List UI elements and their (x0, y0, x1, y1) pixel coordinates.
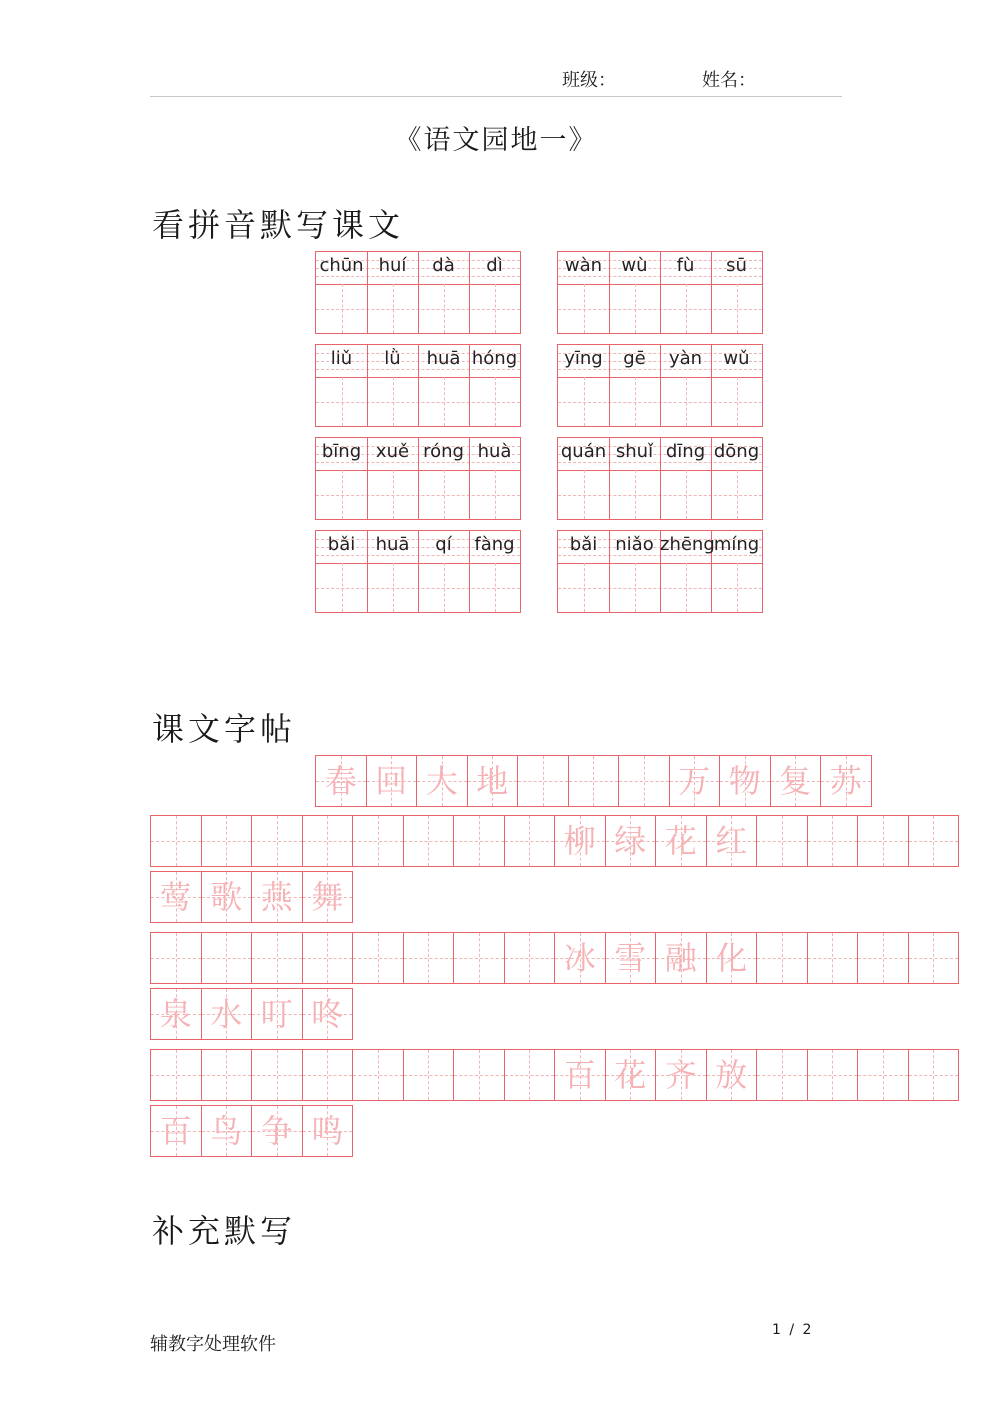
copybook-cell (366, 755, 418, 807)
pinyin-syllable: qí (435, 534, 452, 555)
footer-software-name: 辅教字处理软件 (150, 1334, 276, 1355)
copybook-cell (453, 1049, 505, 1101)
trace-character: 泉 (159, 995, 192, 1033)
copybook-cell (302, 988, 354, 1040)
copybook-cell (352, 932, 404, 984)
copybook-row (150, 815, 959, 867)
pinyin-syllable: chūn (319, 255, 364, 276)
copybook-cell (150, 1105, 202, 1157)
copybook-row (150, 1049, 959, 1101)
copybook-cell (706, 815, 758, 867)
trace-character: 雪 (614, 939, 647, 977)
trace-character: 百 (563, 1056, 596, 1094)
pinyin-box (315, 251, 521, 334)
pinyin-syllable: niǎo (615, 534, 654, 555)
copybook-cell (756, 1049, 808, 1101)
copybook-cell (807, 932, 859, 984)
copybook-cell (756, 932, 808, 984)
trace-character: 万 (678, 762, 711, 800)
copybook-cell (352, 1049, 404, 1101)
copybook-cell (150, 871, 202, 923)
pinyin-syllable: shuǐ (615, 441, 654, 462)
copybook-cell (251, 815, 303, 867)
copybook-cell (201, 1049, 253, 1101)
copybook-cell (908, 815, 960, 867)
copybook-cell (605, 1049, 657, 1101)
trace-character: 放 (715, 1056, 748, 1094)
copybook-cell (315, 755, 367, 807)
copybook-cell (201, 1105, 253, 1157)
pinyin-syllable: huà (477, 441, 512, 462)
pinyin-syllable: fàng (474, 534, 515, 555)
pinyin-syllable: wǔ (723, 348, 750, 369)
copybook-cell (251, 988, 303, 1040)
copybook-cell (857, 815, 909, 867)
copybook-row (150, 988, 353, 1040)
pinyin-box (557, 530, 763, 613)
copybook-row (150, 1105, 353, 1157)
copybook-cell (150, 988, 202, 1040)
pinyin-box (557, 344, 763, 427)
pinyin-syllable: quán (560, 441, 607, 462)
page-number: 1 / 2 (772, 1322, 814, 1338)
copybook-cell (807, 1049, 859, 1101)
trace-character: 齐 (664, 1056, 697, 1094)
copybook-cell (568, 755, 620, 807)
name-label: 姓名： (702, 70, 756, 91)
pinyin-syllable: huā (375, 534, 410, 555)
pinyin-syllable: hóng (471, 348, 518, 369)
trace-character: 大 (425, 762, 458, 800)
trace-character: 绿 (614, 822, 647, 860)
copybook-cell (504, 932, 556, 984)
section-title-copybook: 课文字帖 (152, 710, 297, 748)
pinyin-syllable: bǎi (327, 534, 356, 555)
trace-character: 鸟 (210, 1112, 243, 1150)
copybook-cell (150, 815, 202, 867)
pinyin-syllable: huí (378, 255, 407, 276)
copybook-cell (605, 815, 657, 867)
copybook-cell (302, 815, 354, 867)
trace-character: 歌 (210, 878, 243, 916)
pinyin-syllable: gē (623, 348, 646, 369)
copybook-cell (504, 1049, 556, 1101)
copybook-row (150, 932, 959, 984)
pinyin-syllable: sū (726, 255, 747, 276)
copybook-cell (655, 1049, 707, 1101)
trace-character: 咚 (311, 995, 344, 1033)
pinyin-syllable: míng (713, 534, 760, 555)
copybook-cell (706, 932, 758, 984)
trace-character: 回 (375, 762, 408, 800)
pinyin-syllable: wù (621, 255, 648, 276)
trace-character: 柳 (563, 822, 596, 860)
pinyin-box (315, 437, 521, 520)
copybook-cell (467, 755, 519, 807)
copybook-cell (820, 755, 872, 807)
trace-character: 百 (159, 1112, 192, 1150)
copybook-cell (807, 815, 859, 867)
pinyin-syllable: dà (432, 255, 455, 276)
copybook-cell (554, 932, 606, 984)
trace-character: 争 (260, 1112, 293, 1150)
pinyin-syllable: liǔ (330, 348, 353, 369)
copybook-cell (251, 871, 303, 923)
copybook-cell (302, 871, 354, 923)
copybook-cell (857, 1049, 909, 1101)
copybook-cell (150, 1049, 202, 1101)
pinyin-syllable: dōng (713, 441, 760, 462)
trace-character: 莺 (159, 878, 192, 916)
copybook-cell (201, 932, 253, 984)
pinyin-syllable: róng (423, 441, 464, 462)
page-title: 《语文园地一》 (394, 125, 598, 156)
copybook-cell (251, 932, 303, 984)
pinyin-syllable: dì (486, 255, 503, 276)
trace-character: 舞 (311, 878, 344, 916)
pinyin-box (315, 344, 521, 427)
pinyin-syllable: bīng (321, 441, 362, 462)
copybook-cell (453, 815, 505, 867)
copybook-cell (201, 871, 253, 923)
copybook-cell (302, 1049, 354, 1101)
pinyin-syllable: xuě (375, 441, 410, 462)
trace-character: 复 (779, 762, 812, 800)
copybook-cell (706, 1049, 758, 1101)
copybook-cell (908, 932, 960, 984)
section-title-dictation: 看拼音默写课文 (152, 206, 405, 244)
copybook-cell (302, 932, 354, 984)
copybook-cell (453, 932, 505, 984)
trace-character: 红 (715, 822, 748, 860)
trace-character: 苏 (829, 762, 862, 800)
copybook-cell (770, 755, 822, 807)
trace-character: 化 (715, 939, 748, 977)
copybook-cell (201, 988, 253, 1040)
trace-character: 地 (476, 762, 509, 800)
pinyin-box (557, 251, 763, 334)
trace-character: 春 (324, 762, 357, 800)
section-title-supplement: 补充默写 (152, 1212, 297, 1250)
copybook-cell (756, 815, 808, 867)
trace-character: 花 (614, 1056, 647, 1094)
trace-character: 花 (664, 822, 697, 860)
copybook-cell (857, 932, 909, 984)
copybook-cell (201, 815, 253, 867)
copybook-cell (403, 932, 455, 984)
copybook-cell (719, 755, 771, 807)
copybook-cell (403, 1049, 455, 1101)
pinyin-syllable: lǜ (384, 348, 401, 369)
pinyin-box (557, 437, 763, 520)
copybook-cell (416, 755, 468, 807)
copybook-cell (403, 815, 455, 867)
copybook-cell (554, 815, 606, 867)
pinyin-syllable: fù (676, 255, 695, 276)
copybook-cell (504, 815, 556, 867)
header-divider (150, 96, 842, 97)
copybook-cell (302, 1105, 354, 1157)
trace-character: 水 (210, 995, 243, 1033)
pinyin-syllable: bǎi (569, 534, 598, 555)
trace-character: 物 (728, 762, 761, 800)
copybook-cell (618, 755, 670, 807)
copybook-cell (605, 932, 657, 984)
copybook-row (315, 755, 872, 807)
copybook-cell (554, 1049, 606, 1101)
trace-character: 叮 (260, 995, 293, 1033)
trace-character: 燕 (260, 878, 293, 916)
pinyin-syllable: zhēng (660, 534, 715, 555)
pinyin-syllable: yīng (564, 348, 603, 369)
copybook-cell (150, 932, 202, 984)
copybook-row (150, 871, 353, 923)
class-label: 班级： (562, 70, 616, 91)
copybook-cell (352, 815, 404, 867)
copybook-cell (908, 1049, 960, 1101)
pinyin-syllable: huā (426, 348, 461, 369)
trace-character: 冰 (563, 939, 596, 977)
pinyin-box (315, 530, 521, 613)
pinyin-syllable: wàn (564, 255, 603, 276)
copybook-cell (517, 755, 569, 807)
copybook-cell (655, 815, 707, 867)
copybook-cell (251, 1105, 303, 1157)
copybook-cell (251, 1049, 303, 1101)
copybook-cell (655, 932, 707, 984)
trace-character: 融 (664, 939, 697, 977)
pinyin-syllable: yàn (668, 348, 703, 369)
trace-character: 鸣 (311, 1112, 344, 1150)
copybook-cell (669, 755, 721, 807)
pinyin-syllable: dīng (665, 441, 706, 462)
